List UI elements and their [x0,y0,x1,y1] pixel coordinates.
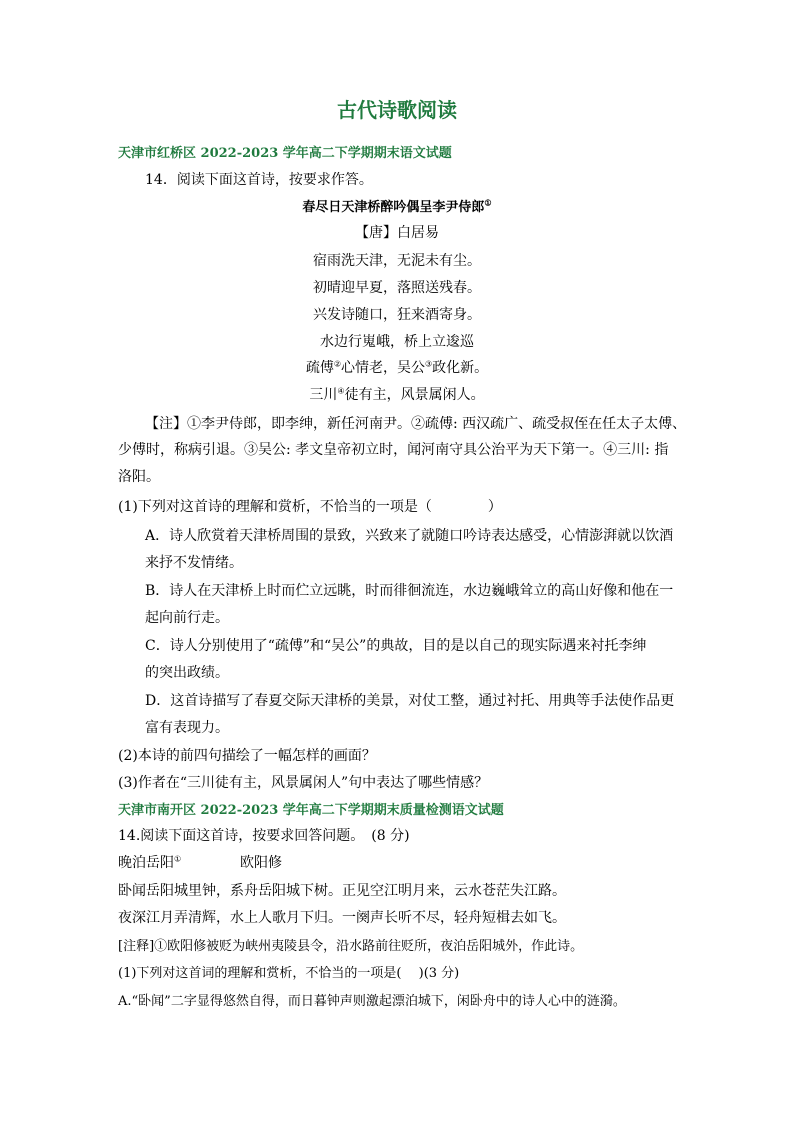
option-c-line-1: C．诗人分别使用了“疏傅”和“吴公”的典故，目的是以自己的现实际遇来衬托李绅 [145,638,647,654]
poem1-author: 【唐】白居易 [355,225,439,241]
poem2-line-1: 卧闻岳阳城里钟，系舟岳阳城下树。正见空江明月来，云水苍茫失江路。 [118,883,566,899]
poem1-line-2: 初晴迎早夏，落照送残春。 [313,280,481,296]
poem1-line-6-a: 三川 [309,387,338,403]
poem2-note: [注释]①欧阳修被贬为峡州夷陵县令，沿水路前往贬所，夜泊岳阳城外，作此诗。 [118,939,584,954]
option-2-a: A.“卧闻”二字显得悠然自得，而日暮钟声则激起漂泊城下，闲卧舟中的诗人心中的涟漪。 [118,994,626,1009]
section2-source: 天津市南开区 2022-2023 学年高二下学期期末质量检测语文试题 [118,803,504,818]
poem1-line-1: 宿雨洗天津，无泥未有尘。 [313,253,481,269]
poem2-title-note-mark: ① [174,854,182,864]
option-b-line-1: B．诗人在天津桥上时而伫立远眺，时而徘徊流连，水边巍峨耸立的高山好像和他在一 [145,583,674,599]
option-d-line-2: 富有表现力。 [145,720,229,736]
section2-prompt: 14.阅读下面这首诗，按要求回答问题。 (8 分) [118,828,410,844]
poem1-line-4: 水边行嵬峨，桥上立逡巡 [320,334,474,350]
option-a-line-1: A．诗人欣赏着天津桥周围的景致，兴致来了就随口吟诗表达感受，心情澎湃就以饮酒 [145,528,674,544]
poem2-title [118,852,181,872]
question-1-3: (3)作者在“三川徒有主，风景属闲人”句中表达了哪些情感？ [118,775,489,791]
poem1-line-5-note-mark-3: ③ [425,359,433,369]
poem2-title-text: 晚泊岳阳 [118,855,174,871]
poem1-line-5-b: 心情老，吴公 [341,360,425,376]
question-2-1: (1)下列对这首词的理解和赏析，不恰当的一项是( )(3 分) [118,966,460,981]
page-title: 古代诗歌阅读 [337,98,457,122]
question-1-1: (1)下列对这首诗的理解和赏析，不恰当的一项是（ ） [118,499,502,515]
poem1-title [0,196,794,215]
poem1-note-line-1: 【注】①李尹侍郎，即李绅，新任河南尹。②疏傅: 西汉疏广、疏受叔侄在任太子太傅、 [145,416,687,432]
poem2-line-2: 夜深江月弄清辉，水上人歌月下归。一阕声长听不尽，轻舟短楫去如飞。 [118,910,566,926]
poem1-line-5-a: 疏傅 [305,360,334,376]
poem2-author: 欧阳修 [240,855,282,871]
poem1-note-line-2: 少傅时，称病引退。③吴公: 孝文皇帝初立时，闻河南守具公治平为天下第一。④三川: 指 [118,442,669,458]
option-a-line-2: 来抒不发情绪。 [145,555,243,571]
section1-source: 天津市红桥区 2022-2023 学年高二下学期期末语文试题 [118,146,452,161]
question-1-2: (2)本诗的前四句描绘了一幅怎样的画面？ [118,748,376,764]
poem1-line-6-b: 徒有主，风景属闲人。 [344,387,485,403]
poem1-line-6-note-mark-4: ④ [337,386,345,396]
poem1-line-5-c: 政化新。 [432,360,489,376]
poem1-line-5-note-mark-2: ② [333,359,341,369]
option-d-line-1: D．这首诗描写了春夏交际天津桥的美景，对仗工整，通过衬托、用典等手法使作品更 [145,693,675,709]
section1-prompt: 14．阅读下面这首诗，按要求作答。 [145,172,373,188]
poem1-line-3: 兴发诗随口，狂来酒寄身。 [313,307,481,323]
poem1-line-6 [0,384,794,404]
option-b-line-2: 起向前行走。 [145,610,229,626]
poem1-title-note-mark: ① [484,197,492,208]
option-c-line-2: 的突出政绩。 [145,665,229,681]
poem1-note-line-3: 洛阳。 [118,469,160,485]
poem1-line-5 [0,357,794,377]
poem1-title-text: 春尽日天津桥醉吟偶呈李尹侍郎 [302,200,485,215]
